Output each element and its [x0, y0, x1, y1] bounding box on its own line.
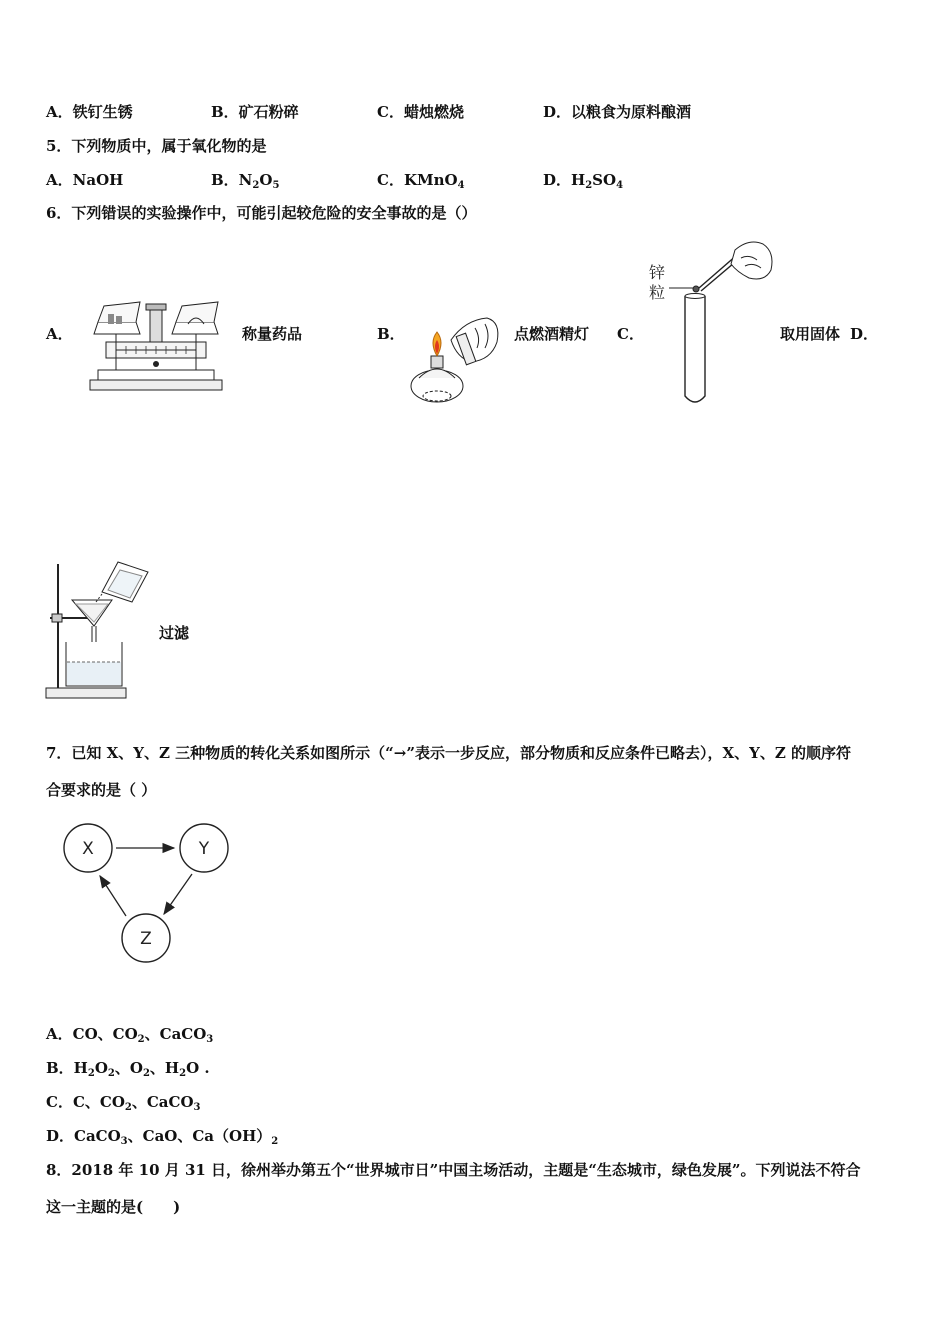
q8-stem-line2: 这一主题的是( ): [46, 1198, 181, 1216]
q7-option-a: A．CO、$CO_2$、CaCO$_3$: [46, 1025, 214, 1045]
q6-stem: 6．下列错误的实验操作中，可能引起较危险的安全事故的是（）: [46, 204, 477, 222]
q7-stem-line1: 7．已知 X、Y、Z 三种物质的转化关系如图所示（“→”表示一步反应，部分物质和反应条件已略去），X、Y、Z 的顺序符: [46, 744, 852, 762]
zinc-label-2: 粒: [649, 283, 666, 302]
q4-option-b: B．矿石粉碎: [211, 103, 299, 121]
q4-option-a: A．铁钉生锈: [46, 103, 133, 121]
node-z-label: Z: [140, 929, 152, 949]
q7-option-b: B．$H_2O_2$、$O_2$、$H_2O$ .: [46, 1059, 210, 1079]
alcohol-lamp-figure: [405, 312, 505, 408]
q7-stem-line2: 合要求的是（ ）: [46, 781, 157, 799]
q4-option-c: C．蜡烛燃烧: [377, 103, 464, 121]
q6-option-b-text: 点燃酒精灯: [514, 325, 590, 343]
xyz-diagram: [56, 818, 236, 968]
q5-option-c: C．KMnO$_4$: [377, 171, 465, 191]
q6-option-d-label: D．: [850, 325, 879, 343]
q6-option-a-label: A．: [46, 325, 73, 343]
node-y-label: Y: [198, 839, 210, 859]
q8-stem-line1: 8．2018 年 10 月 31 日，徐州举办第五个“世界城市日”中国主场活动，主题是“生态城市，绿色发展”。下列说法不符合: [46, 1161, 861, 1179]
q7-option-c: C．C、$CO_2$、CaCO$_3$: [46, 1093, 201, 1113]
q6-option-a-text: 称量药品: [242, 325, 303, 343]
node-x-label: X: [82, 839, 94, 859]
q4-option-d: D．以粮食为原料酿酒: [543, 103, 692, 121]
test-tube-figure: [645, 236, 777, 408]
zinc-label-1: 锌: [649, 263, 666, 282]
q5-option-d: D．$H_2SO_4$: [543, 171, 624, 191]
q5-option-b: B．$N_2O_5$: [211, 171, 280, 191]
q5-option-a: A．NaOH: [46, 171, 124, 189]
q6-option-c-text: 取用固体: [780, 325, 841, 343]
filtration-figure: [44, 556, 156, 702]
q6-option-d-text: 过滤: [159, 624, 190, 642]
q6-option-c-label: C．: [617, 325, 644, 343]
q5-stem: 5．下列物质中，属于氧化物的是: [46, 137, 267, 155]
arrow-z-to-x: [100, 876, 126, 916]
q6-option-b-label: B．: [377, 325, 405, 343]
q7-option-d: D．CaCO$_3$、CaO、$Ca(OH)_2$: [46, 1127, 279, 1147]
arrow-y-to-z: [164, 874, 192, 914]
balance-figure: [86, 300, 226, 394]
